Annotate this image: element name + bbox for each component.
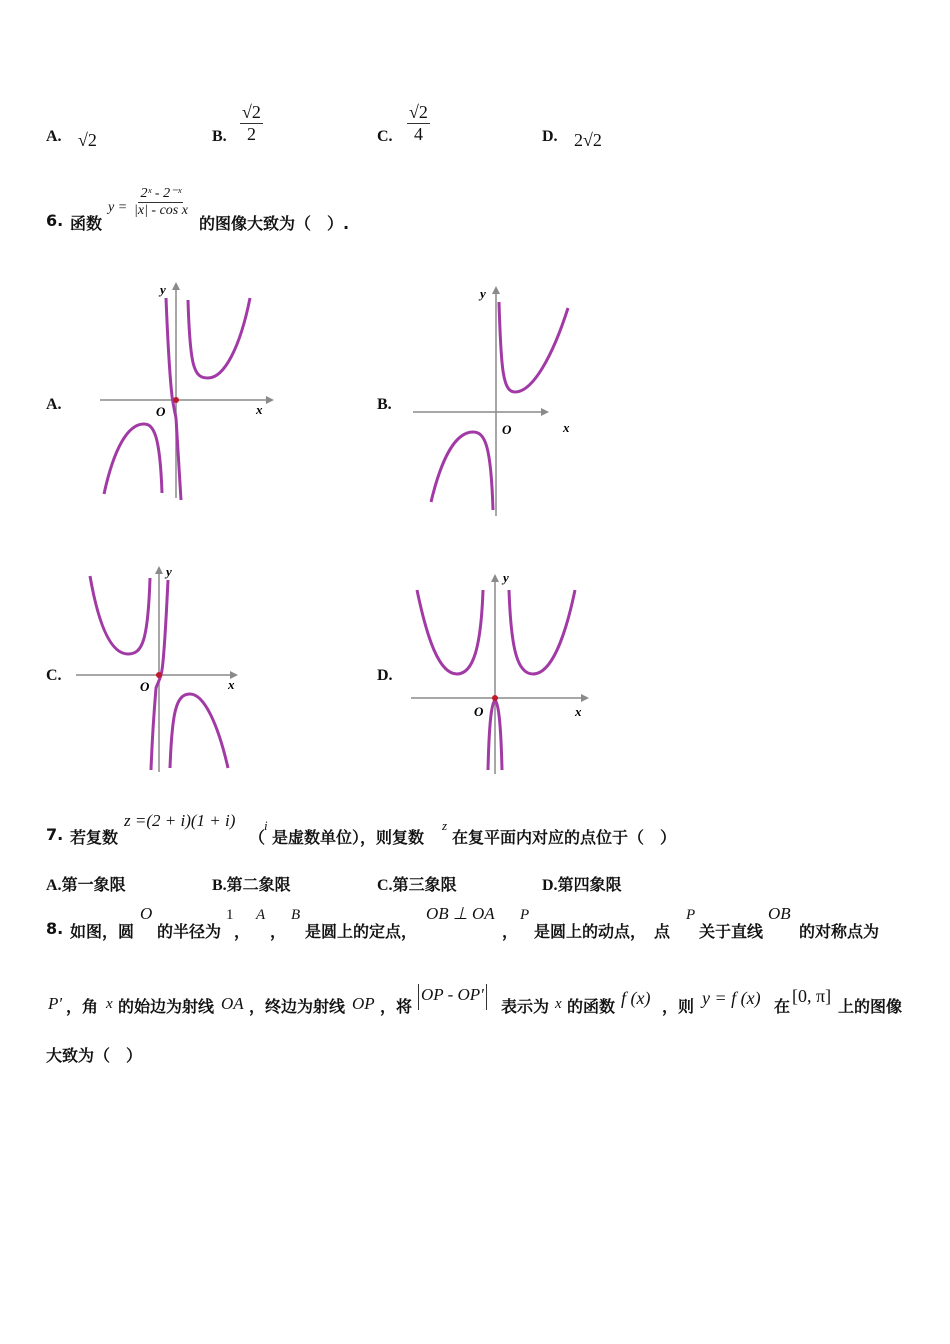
q7-imag-text: 是虚数单位），则复数 <box>272 828 425 847</box>
q7-option-c-text: 第三象限 <box>392 875 457 894</box>
q8-text-13: ，则 <box>662 997 695 1016</box>
graph-b-x-label: x <box>563 420 570 435</box>
q7-option-b-label: B. <box>212 877 227 894</box>
graph-a-x-arrow <box>266 396 274 404</box>
q7-option-b-text: 第二象限 <box>226 875 291 894</box>
q5-option-b-fraction <box>240 102 263 144</box>
q8-text-11: 表示为 <box>501 997 550 1016</box>
q6-option-b-label: B. <box>377 396 392 413</box>
q7-z: z <box>442 818 448 833</box>
q8-radius: 1 <box>226 907 234 923</box>
q8-point-p: P <box>520 907 530 923</box>
q8-line-ob: OB <box>768 904 791 923</box>
graph-d-y-arrow <box>491 574 499 582</box>
q7-option-b <box>212 872 291 895</box>
q8-comma-2: ， <box>270 922 287 941</box>
q8-text-4: 是圆上的动点， 点 <box>534 922 671 941</box>
q8-fx: f (x) <box>621 988 651 1008</box>
q6-formula-denominator: |x| - cos x <box>134 203 188 219</box>
q8-ray-op: OP <box>352 994 375 1013</box>
graph-c-x-label: x <box>228 677 235 692</box>
q8-number: 8. <box>46 919 64 938</box>
graph-d-x-arrow <box>581 694 589 702</box>
graph-b-y-label: y <box>480 286 486 301</box>
graph-c-y-label: y <box>166 564 172 579</box>
q8-text-8: 的始边为射线 <box>118 997 215 1016</box>
q5-option-a-label: A. <box>46 128 62 145</box>
q8-comma-1: ， <box>234 922 251 941</box>
graph-a <box>90 278 280 508</box>
q5-option-d-label: D. <box>542 128 558 145</box>
graph-c <box>70 562 260 777</box>
q6-suffix: 的图像大致为（ ）. <box>199 214 350 233</box>
q5-option-d-value: 2√2 <box>574 130 602 150</box>
graph-a-curve-right <box>188 298 250 378</box>
q5-option-c-fraction <box>407 102 430 144</box>
q7-suffix: 在复平面内对应的点位于（ ） <box>452 828 677 847</box>
graph-d-curve-right <box>509 590 575 674</box>
graph-d-x-label: x <box>575 704 582 719</box>
q7-option-a-label: A. <box>46 877 62 894</box>
graph-a-y-arrow <box>172 282 180 290</box>
q7-option-a-text: 第一象限 <box>61 875 126 894</box>
graph-d-origin-label: O <box>474 704 484 719</box>
q7-paren-open: （ <box>249 828 266 847</box>
q8-angle-x: x <box>106 996 113 1012</box>
q8-text-16: 大致为（ ） <box>46 1046 143 1065</box>
graph-c-origin-label: O <box>140 679 150 694</box>
q5-option-c-numerator: √2 <box>409 102 428 122</box>
q6-formula-numerator: 2ˣ - 2⁻ˣ <box>138 186 183 203</box>
graph-c-origin-dot <box>156 672 162 678</box>
q8-point-p-2: P <box>686 907 696 923</box>
q6-option-c-label: C. <box>46 667 62 684</box>
q5-option-b-label: B. <box>212 128 227 145</box>
graph-b-origin-label: O <box>502 422 512 437</box>
q7-option-d <box>542 872 622 895</box>
q8-point-b: B <box>291 907 301 923</box>
q8-text-14: 在 <box>774 997 791 1016</box>
graph-d-curve-left <box>417 590 483 674</box>
q8-text-3: 是圆上的定点， <box>305 922 418 941</box>
graph-d-y-label: y <box>503 570 509 585</box>
q8-text-1: 如图，圆 <box>70 922 135 941</box>
q8-var-x: x <box>555 996 562 1012</box>
q8-text-5: 关于直线 <box>699 922 764 941</box>
q7-option-a <box>46 872 126 895</box>
q7-option-c-label: C. <box>377 877 393 894</box>
q6-formula-fraction <box>132 186 190 219</box>
graph-b <box>405 280 595 520</box>
graph-a-curve-left <box>104 424 162 494</box>
q8-text-7: ，角 <box>66 997 99 1016</box>
q7-option-d-text: 第四象限 <box>557 875 622 894</box>
q8-y-equals-fx: y = f (x) <box>702 988 761 1008</box>
graph-c-curve-right <box>170 694 228 768</box>
graph-a-origin-label: O <box>156 404 166 419</box>
q5-option-a-value: √2 <box>78 130 97 150</box>
q6-number: 6. <box>46 211 64 230</box>
graph-c-curve-left <box>90 576 150 654</box>
q7-formula: z =(2 + i)(1 + i) <box>124 811 236 830</box>
q8-perpendicular: OB ⊥ OA <box>426 904 495 923</box>
q5-option-c-label: C. <box>377 128 393 145</box>
graph-d <box>405 568 595 778</box>
graph-b-x-arrow <box>541 408 549 416</box>
q6-option-a-label: A. <box>46 396 62 413</box>
q8-point-a: A <box>256 907 266 923</box>
graph-c-y-arrow <box>155 566 163 574</box>
q6-option-d-label: D. <box>377 667 393 684</box>
q5-option-b-denominator: 2 <box>246 123 256 144</box>
q8-circle-o: O <box>140 904 153 923</box>
graph-a-origin-dot <box>173 397 179 403</box>
q7-option-c <box>377 872 457 895</box>
q5-option-b-numerator: √2 <box>242 102 261 122</box>
graph-b-curve-left <box>431 432 493 510</box>
q8-text-6: 的对称点为 <box>799 922 880 941</box>
q8-comma-3: ， <box>502 922 519 941</box>
q7-number: 7. <box>46 825 64 844</box>
q8-abs-expression: OP - OP′ <box>418 984 487 1010</box>
q7-option-d-label: D. <box>542 877 558 894</box>
q8-text-9: ，终边为射线 <box>249 997 346 1016</box>
q8-text-12: 的函数 <box>567 997 616 1016</box>
q6-prefix: 函数 <box>70 214 103 233</box>
q8-text-10: ，将 <box>380 997 413 1016</box>
q8-text-15: 上的图像 <box>838 997 903 1016</box>
q8-point-p-prime: P′ <box>48 994 63 1013</box>
graph-a-x-label: x <box>256 402 263 417</box>
q8-ray-oa: OA <box>221 994 244 1013</box>
graph-a-y-label: y <box>160 282 166 297</box>
q7-prefix: 若复数 <box>70 828 119 847</box>
graph-b-curve-right <box>499 302 568 392</box>
q5-option-c-denominator: 4 <box>413 123 423 144</box>
q8-interval: [0, π] <box>792 986 832 1006</box>
q8-text-2: 的半径为 <box>157 922 222 941</box>
q7-imag-unit: i <box>264 818 268 833</box>
q6-formula-lhs: y = <box>108 200 128 215</box>
graph-b-y-arrow <box>492 286 500 294</box>
graph-d-origin-dot <box>492 695 498 701</box>
